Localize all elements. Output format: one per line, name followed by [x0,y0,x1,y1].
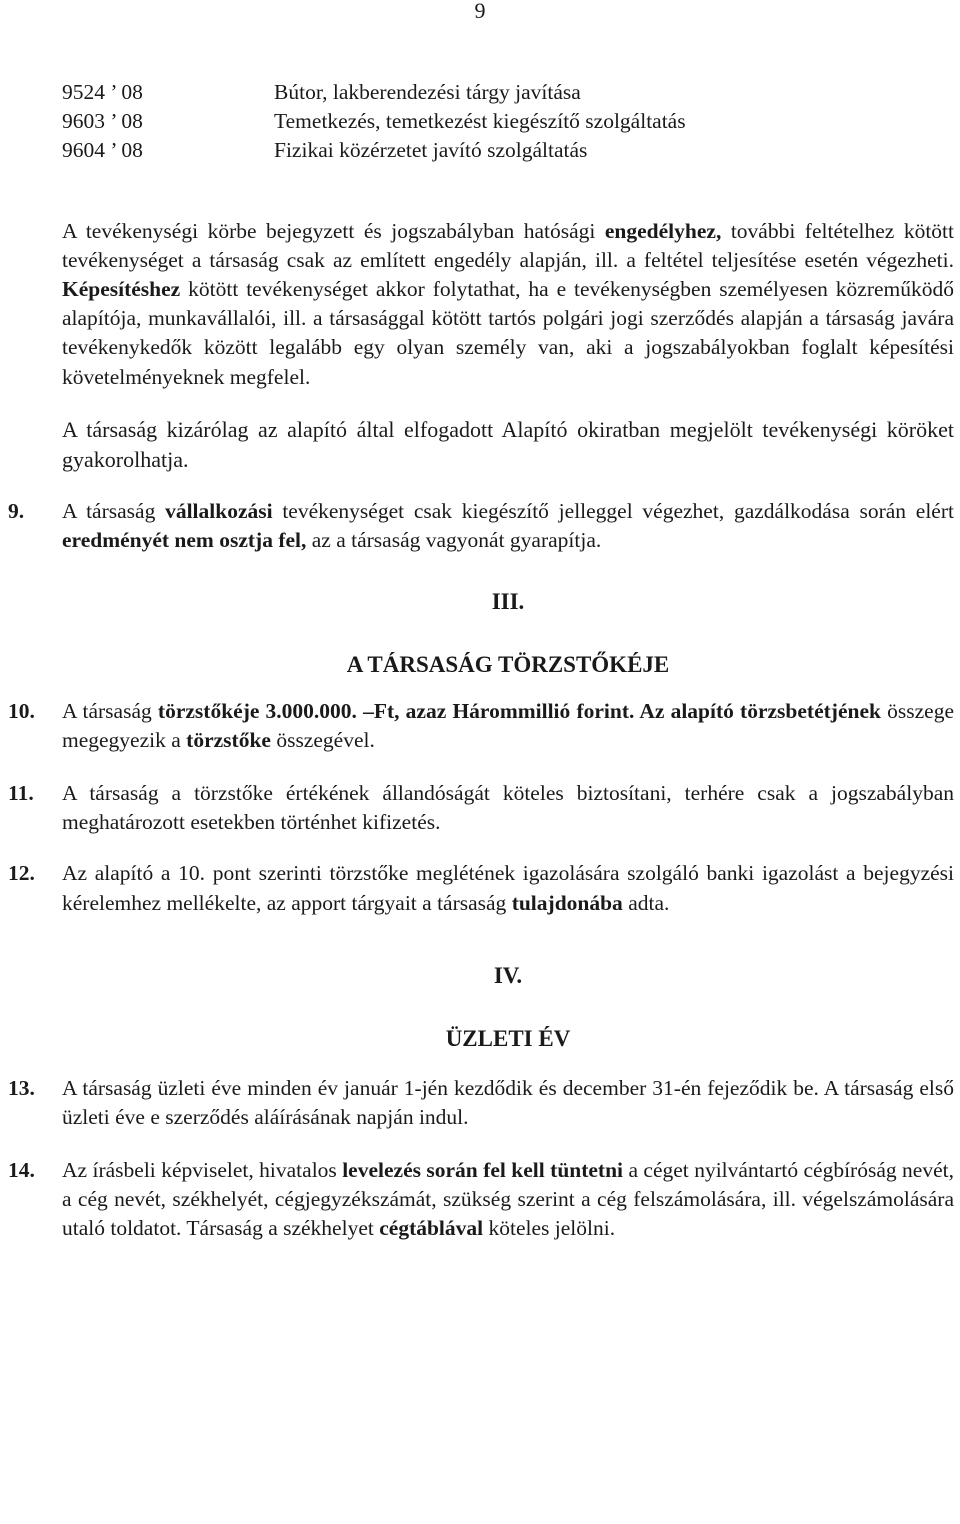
bold-run: törzstőkéje 3.000.000. –Ft, azaz Hárommillió forint. Az alapító törzsbetétjének [157,698,881,723]
document-body [8,78,954,1243]
activity-code: 9604 ’ 08 [62,138,143,163]
activity-name: Fizikai közérzetet javító szolgáltatás [274,138,588,163]
activity-row [62,78,954,107]
activity-row [62,107,954,136]
text-run: A társaság [62,698,158,723]
clause-text: A társaság üzleti éve minden év január 1-jén kezdődik és december 31-én fejeződik be. A társaság első üzleti éve e szerződés aláírásának napján indul. [62,1076,954,1130]
text-run: Az alapító a 10. pont szerinti törzstőke meglétének igazolására szolgáló banki igazolást a bejegyzési kérelemhez mellékelte, az apport tárgyait a társaság [62,861,954,915]
text-run: A tevékenységi körbe bejegyzett és jogszabályban hatósági [62,218,605,243]
bold-run: eredményét nem osztja fel, [62,528,307,553]
section-title: ÜZLETI ÉV [445,1026,571,1052]
clause-number: 9. [8,498,25,523]
section-numeral: IV. [493,962,523,988]
text-run: összege megegyezik a [62,698,954,752]
clause-number: 10. [8,698,35,723]
activity-name: Bútor, lakberendezési tárgy javítása [274,80,581,104]
activity-code: 9603 ’ 08 [62,109,143,134]
text-run: köteles jelölni. [483,1216,616,1241]
text-run: adta. [622,890,670,915]
clause-11 [8,779,954,837]
section-numeral: III. [491,589,525,615]
text-run: A társaság [62,498,166,523]
bold-run: vállalkozási [165,498,273,523]
clause-text [62,497,954,555]
clause-text: A társaság a törzstőke értékének állandóságát köteles biztosítani, terhére csak a jogszabályban meghatározott esetekben történhet kifizetés. [62,781,954,835]
bold-run: cégtáblával [379,1216,484,1241]
text-run: az a társaság vagyonát gyarapítja. [306,528,602,553]
activity-name: Temetkezés, temetkezést kiegészítő szolgáltatás [274,109,686,134]
clause-number: 12. [8,861,35,886]
text-run: a céget nyilvántartó cégbíróság nevét, a cég nevét, székhelyét, cégjegyzékszámát, szükség szerint a cég felszámolására, ill. végelszámolására utaló toldatot. Társaság a székhelyet [62,1157,954,1241]
text-run: Az írásbeli képviselet, hivatalos [62,1157,343,1182]
text-run: további feltételhez kötött tevékenységet a társaság csak az említett engedély alapján, ill. a feltétel teljesítése esetén végezheti. [62,218,954,272]
clause-number: 13. [8,1076,35,1101]
text-run: tevékenységet csak kiegészítő jelleggel végezhet, gazdálkodása során elért [272,498,954,523]
clause-text [62,697,954,755]
licensing-paragraph [62,217,954,392]
clause-10 [8,697,954,755]
clause-number: 11. [8,781,34,806]
text-run: összegével. [270,727,375,752]
bold-run: törzstőke [186,727,271,752]
section-title: A TÁRSASÁG TÖRZSTŐKÉJE [346,652,670,678]
activity-list [62,78,954,166]
bold-run: Képesítéshez [62,277,181,302]
clause-text [62,859,954,917]
text-run: kötött tevékenységet akkor folytathat, ha e tevékenységben személyesen közreműködő alapítója, munkavállalói, ill. a társasággal kötött tartós polgári jogi szerződés alapján a társaság javára tevékenykedők között legalább egy olyan személy van, aki a jogszabályokban foglalt képesítési követelményeknek megfelel. [62,277,954,389]
bold-run: tulajdonába [511,890,623,915]
activity-row [62,136,954,165]
page-number: 9 [474,0,486,23]
scope-paragraph: A társaság kizárólag az alapító által elfogadott Alapító okiratban megjelölt tevékenységi köröket gyakorolhatja. [62,416,954,472]
bold-run: engedélyhez, [604,218,722,243]
clause-number: 14. [8,1157,35,1182]
clause-12 [8,859,954,917]
clause-9 [8,497,954,555]
clause-14 [8,1156,954,1244]
activity-code: 9524 ’ 08 [62,80,143,104]
clause-13 [8,1074,954,1132]
bold-run: levelezés során fel kell tüntetni [342,1157,624,1182]
clause-text [62,1156,954,1244]
